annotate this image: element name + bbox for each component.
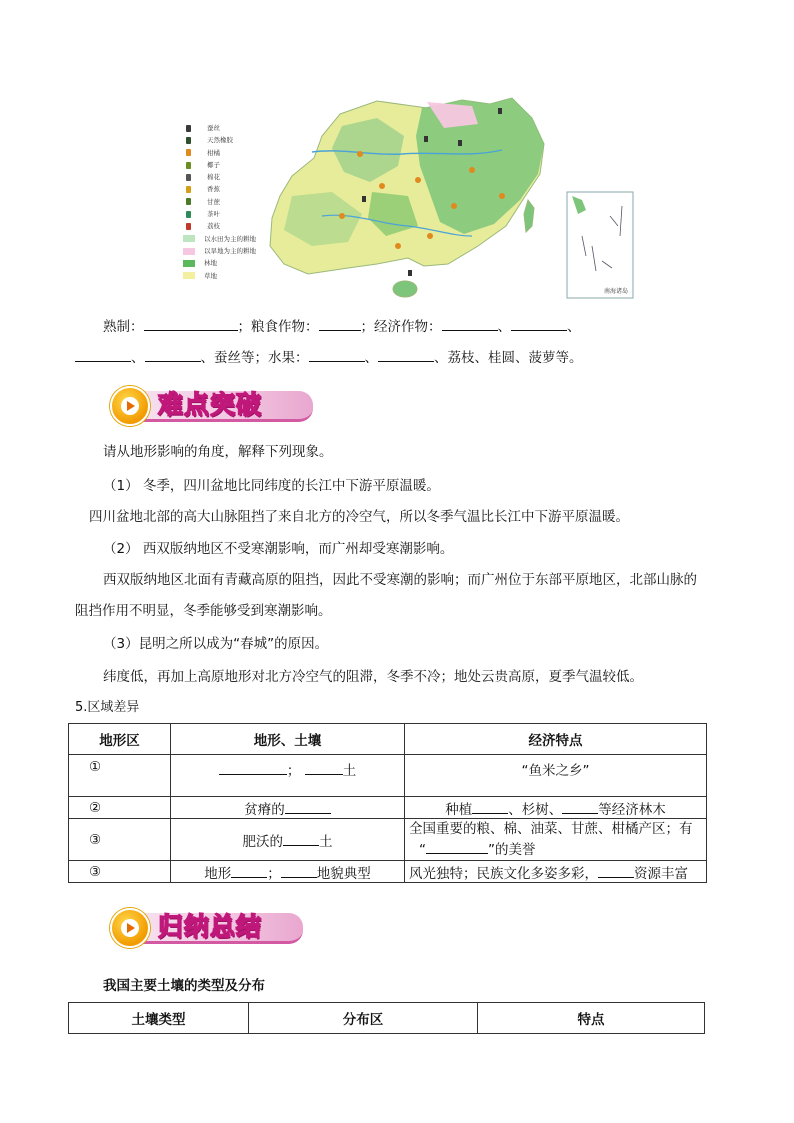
sep: ； (267, 865, 281, 882)
question-2: （2） 西双版纳地区不受寒潮影响，而广州却受寒潮影响。 (103, 541, 454, 557)
dryland-swatch (183, 248, 195, 255)
inset-label: 南海诸岛 (604, 288, 629, 295)
arrow-circle-icon (110, 908, 150, 948)
citrus-icon (186, 149, 191, 156)
blank-fruit-2[interactable] (378, 347, 434, 362)
row3-terrain (171, 819, 405, 861)
blank-r1-b[interactable] (305, 760, 343, 775)
question-1: （1） 冬季，四川盆地比同纬度的长江中下游平原温暖。 (103, 478, 440, 494)
legend-item (183, 122, 283, 134)
legend-label: 甘蔗 (207, 197, 220, 206)
legend-label: 茶叶 (207, 210, 220, 219)
legend-item (183, 270, 283, 282)
table-header-row (69, 1003, 705, 1034)
sep: 、 (497, 319, 511, 335)
banner-difficulty (110, 385, 315, 425)
legend-label: 柑橘 (207, 148, 220, 157)
banana-icon (186, 186, 191, 193)
region-table (68, 723, 707, 883)
arrow-circle-icon (110, 386, 150, 426)
legend-label: 林地 (204, 259, 217, 268)
soil-table (68, 1002, 705, 1034)
coconut-icon (186, 162, 191, 169)
legend-label: 荔枝 (207, 222, 220, 231)
terrain-pre: 地形 (204, 865, 232, 882)
legend-label: 香蕉 (207, 185, 220, 194)
th-terrain: 地形、土壤 (171, 724, 405, 755)
th-economy: 经济特点 (405, 724, 707, 755)
legend-item (183, 159, 283, 171)
lychee-icon (186, 223, 191, 230)
th-region: 地形区 (69, 724, 171, 755)
econ-a: 种植 (445, 801, 473, 818)
rubber-icon (186, 137, 191, 144)
summary-title: 我国主要土壤的类型及分布 (103, 978, 265, 994)
answer-2-line-1: 西双版纳地区北面有青藏高原的阻挡，因此不受寒潮的影响；而广州位于东部平原地区，北部山脉的 (103, 572, 697, 588)
legend-label: 以水田为主的耕地 (204, 234, 256, 243)
sugarcane-icon (186, 198, 191, 205)
row4-economy (405, 861, 707, 883)
legend-label: 天然橡胶 (207, 136, 233, 145)
legend-item (183, 134, 283, 146)
th-feature: 特点 (478, 1003, 705, 1034)
table-header-row (69, 724, 707, 755)
sep: 、 (131, 350, 145, 366)
legend-label: 草地 (204, 271, 217, 280)
terrain-tail: 地貌典型 (316, 865, 371, 882)
row2-terrain (171, 797, 405, 819)
econ-c: 等经济林木 (598, 801, 666, 818)
row3-num: ③ (69, 819, 171, 861)
table-row (69, 861, 707, 883)
terrain-pre: 贫瘠的 (244, 801, 285, 818)
legend-item (183, 220, 283, 232)
grassland-swatch (183, 272, 195, 279)
terrain-tail: 土 (342, 763, 357, 779)
forest-swatch (183, 260, 195, 267)
banner-title: 难点突破 (158, 390, 263, 419)
section-5-title: 5.区域差异 (75, 700, 140, 715)
answer-3: 纬度低，再加上高原地形对北方冷空气的阻滞，冬季不冷；地处云贵高原，夏季气温较低。 (103, 669, 643, 685)
cotton-icon (186, 174, 191, 181)
label-grain: ；粮食作物： (237, 319, 319, 335)
row1-economy: “鱼米之乡” (405, 755, 707, 797)
legend-item (183, 171, 283, 183)
table-row (69, 797, 707, 819)
label-shuzhi: 熟制： (103, 319, 144, 335)
silkworm-icon (186, 125, 191, 132)
banner-summary (110, 907, 305, 947)
legend-item (183, 208, 283, 220)
blank-r2-c[interactable] (562, 799, 598, 814)
map-legend (183, 122, 283, 282)
label-fruit-tail: 、荔枝、桂圆、菠萝等。 (434, 350, 583, 366)
legend-item (183, 196, 283, 208)
legend-label: 蚕丝 (207, 124, 220, 132)
legend-label: 椰子 (207, 160, 220, 169)
th-distribution: 分布区 (249, 1003, 478, 1034)
answer-1: 四川盆地北部的高大山脉阻挡了来自北方的冷空气，所以冬季气温比长江中下游平原温暖。 (89, 509, 629, 525)
fill-line-1 (0, 316, 794, 337)
blank-cash-1[interactable] (442, 316, 498, 331)
legend-item (183, 183, 283, 195)
econ-b: 、杉树、 (508, 801, 563, 818)
blank-r3-b[interactable] (426, 839, 488, 854)
legend-item (183, 257, 283, 269)
terrain-tail: 土 (319, 833, 333, 850)
blank-shuzhi[interactable] (144, 316, 238, 331)
row4-terrain (171, 861, 405, 883)
blank-r4-b[interactable] (281, 863, 317, 878)
blank-cash-2[interactable] (511, 316, 567, 331)
blank-r3-a[interactable] (283, 831, 319, 846)
blank-fruit-1[interactable] (309, 347, 365, 362)
quote-open: “ (419, 842, 426, 858)
legend-item (183, 147, 283, 159)
blank-r2-b[interactable] (472, 799, 508, 814)
blank-cash-4[interactable] (145, 347, 201, 362)
label-cash: ；经济作物： (360, 319, 442, 335)
quote-close: ”的美誉 (488, 842, 536, 858)
paddy-swatch (183, 235, 195, 242)
row1-terrain (171, 755, 405, 797)
row3-economy (405, 819, 707, 861)
legend-item (183, 233, 283, 245)
econ-line-1: 全国重要的粮、棉、油菜、甘蔗、柑橘产区；有 (409, 821, 693, 837)
blank-r1-a[interactable] (219, 760, 287, 775)
econ-a: 风光独特；民族文化多姿多彩， (409, 865, 598, 882)
table-row (69, 755, 707, 797)
th-soil-type: 土壤类型 (69, 1003, 249, 1034)
row1-num: ① (69, 755, 171, 797)
legend-label: 棉花 (207, 173, 220, 182)
label-fruit: 、蚕丝等；水果： (200, 350, 309, 366)
sep: 、 (567, 319, 581, 335)
econ-b: 资源丰富 (634, 865, 688, 882)
blank-r4-a[interactable] (231, 863, 267, 878)
blank-cash-3[interactable] (75, 347, 131, 362)
question-3: （3）昆明之所以成为“春城”的原因。 (103, 636, 329, 652)
blank-r2-a[interactable] (285, 799, 331, 814)
econ-line-2 (409, 839, 706, 860)
row2-num: ② (69, 797, 171, 819)
banner-title: 归纳总结 (158, 912, 263, 941)
fill-line-2 (0, 347, 794, 368)
row4-num: ③ (69, 861, 171, 883)
answer-2-line-2: 阻挡作用不明显，冬季能够受到寒潮影响。 (75, 603, 332, 619)
terrain-pre: 肥沃的 (242, 833, 283, 850)
blank-r4-c[interactable] (598, 863, 634, 878)
tea-icon (186, 211, 191, 218)
intro: 请从地形影响的角度，解释下列现象。 (103, 444, 333, 460)
table-row (69, 819, 707, 861)
row2-economy (405, 797, 707, 819)
legend-item (183, 245, 283, 257)
sep: 、 (364, 350, 378, 366)
blank-grain[interactable] (319, 316, 361, 331)
legend-label: 以旱地为主的耕地 (204, 246, 256, 255)
sep: ； (286, 763, 301, 779)
